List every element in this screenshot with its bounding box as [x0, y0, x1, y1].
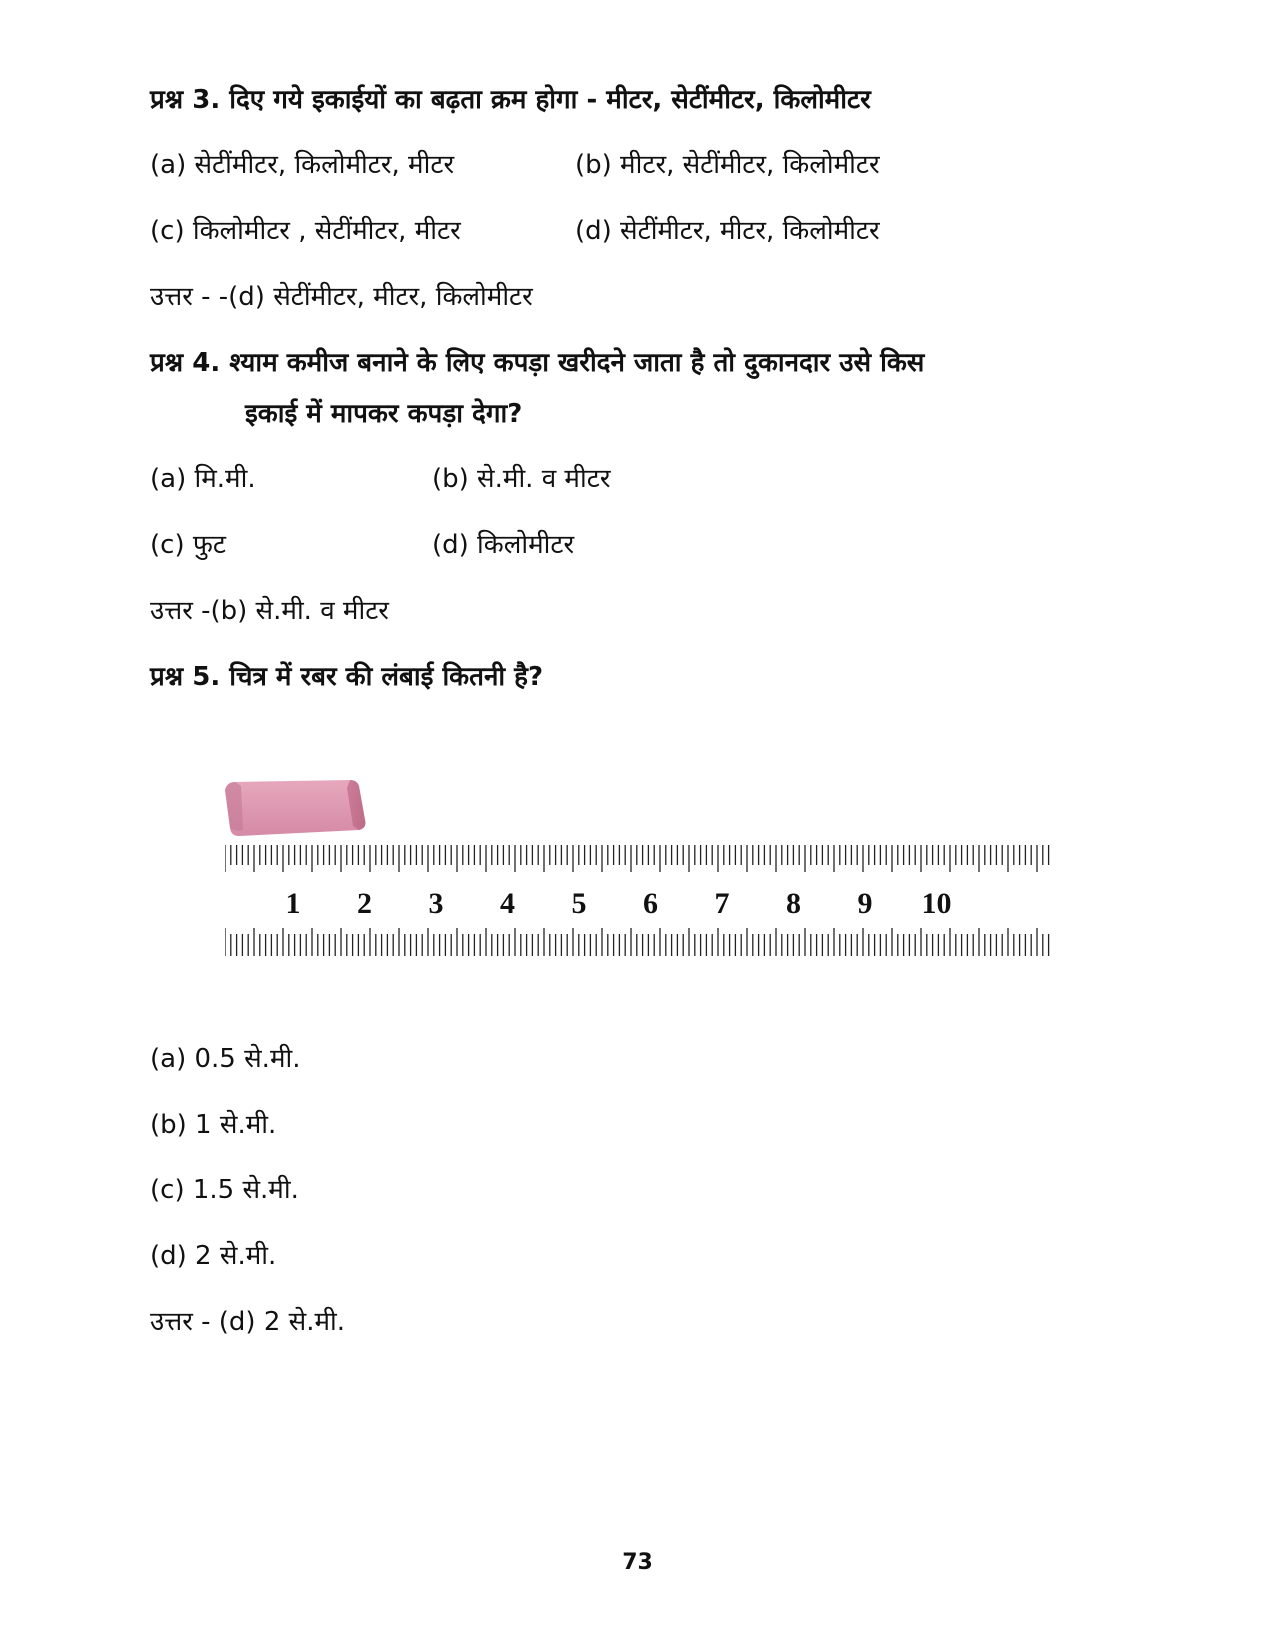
ruler-label: 8 [786, 887, 801, 920]
ruler-label: 6 [643, 887, 658, 920]
ruler-number-labels [286, 887, 952, 920]
ruler-label: 7 [714, 887, 730, 920]
q4-option-d: (d) किलोमीटर [432, 530, 575, 560]
ruler-bottom-ticks [225, 928, 1049, 956]
ruler-label: 4 [500, 887, 515, 920]
q3-option-c: (c) किलोमीटर , सेटींमीटर, मीटर [150, 216, 461, 246]
q4-option-a: (a) मि.मी. [150, 464, 256, 494]
q3-option-d: (d) सेटींमीटर, मीटर, किलोमीटर [575, 216, 880, 246]
q3-answer: उत्तर - -(d) सेटींमीटर, मीटर, किलोमीटर [150, 282, 533, 312]
ruler-label: 5 [571, 887, 587, 920]
ruler-label: 3 [428, 887, 444, 920]
eraser-image [225, 780, 365, 836]
page-number: 73 [622, 1550, 653, 1575]
q5-option-c: (c) 1.5 से.मी. [150, 1175, 299, 1205]
ruler-label: 1 [285, 887, 301, 920]
ruler-top-ticks [225, 845, 1049, 872]
ruler-label: 2 [357, 887, 372, 920]
q5-option-b: (b) 1 से.मी. [150, 1110, 277, 1140]
question-4-line1: प्रश्न 4. श्याम कमीज बनाने के लिए कपड़ा खरीदने जाता है तो दुकानदार उसे किस [150, 348, 925, 378]
q4-answer: उत्तर -(b) से.मी. व मीटर [150, 596, 389, 626]
q5-answer: उत्तर - (d) 2 से.मी. [150, 1307, 346, 1337]
q4-option-c: (c) फुट [150, 530, 226, 560]
ruler-label: 9 [857, 887, 873, 920]
q4-option-b: (b) से.मी. व मीटर [432, 464, 611, 494]
q3-option-a: (a) सेटींमीटर, किलोमीटर, मीटर [150, 150, 455, 180]
q5-option-a: (a) 0.5 से.मी. [150, 1044, 301, 1074]
eraser-ruler-figure [225, 780, 1095, 1010]
q5-option-d: (d) 2 से.मी. [150, 1241, 277, 1271]
question-5: प्रश्न 5. चित्र में रबर की लंबाई कितनी है? [150, 662, 544, 692]
q3-option-b: (b) मीटर, सेटींमीटर, किलोमीटर [575, 150, 880, 180]
question-3: प्रश्न 3. दिए गये इकाईयों का बढ़ता क्रम होगा - मीटर, सेटींमीटर, किलोमीटर [150, 85, 871, 115]
question-4-line2: इकाई में मापकर कपड़ा देगा? [245, 399, 523, 429]
ruler-label: 10 [921, 887, 952, 920]
